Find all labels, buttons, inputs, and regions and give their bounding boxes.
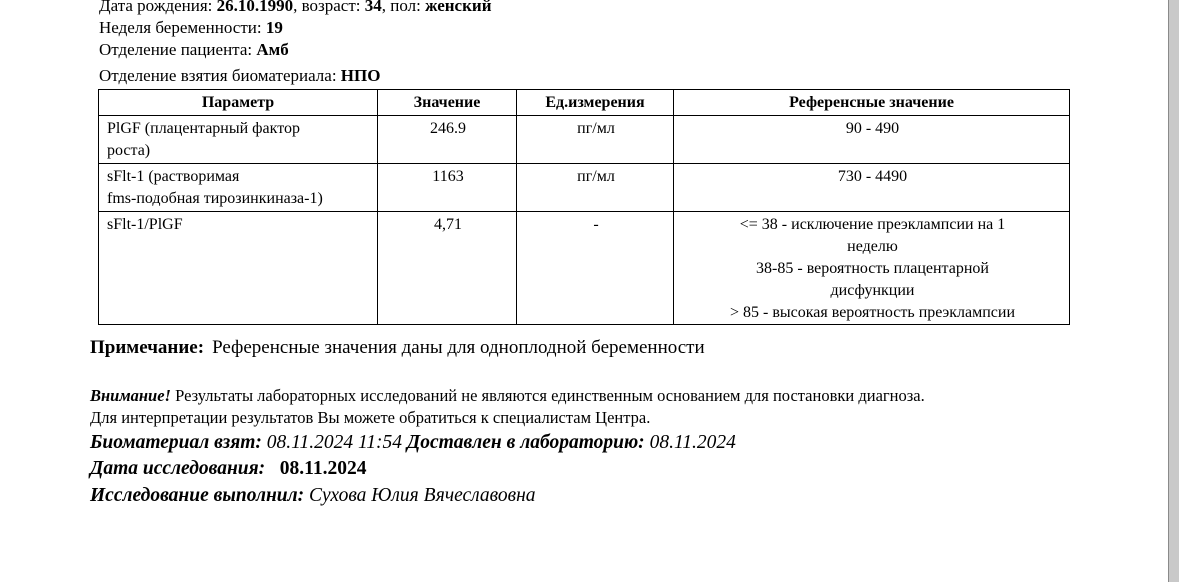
page-border <box>1169 0 1179 582</box>
ref-line: <= 38 - исключение преэклампсии на 1 <box>739 216 1006 233</box>
week-label: Неделя беременности: <box>99 18 266 37</box>
warning-block <box>90 385 925 429</box>
week-value: 19 <box>265 18 283 37</box>
bio-dept-label: Отделение взятия биоматериала: <box>99 66 341 85</box>
delivered-value: 08.11.2024 <box>644 432 736 453</box>
warning-label: Внимание! <box>90 386 171 405</box>
taken-value: 08.11.2024 11:54 <box>261 432 407 453</box>
param-line: роста) <box>107 142 151 159</box>
param-cell <box>99 212 378 325</box>
sex-value: женский <box>425 0 492 15</box>
unit-cell: пг/мл <box>517 116 674 164</box>
ref-cell <box>674 212 1070 325</box>
ref-line: 730 - 4490 <box>837 168 908 185</box>
sex-label: , пол: <box>381 0 426 15</box>
study-date-label: Дата исследования: <box>90 458 266 479</box>
patient-birth-line <box>99 0 491 16</box>
note-line <box>90 336 705 360</box>
birth-label: Дата рождения: <box>99 0 217 15</box>
ref-cell <box>674 116 1070 164</box>
value-cell: 1163 <box>378 164 517 212</box>
biomaterial-department-line <box>99 66 380 86</box>
warning-text-2: Для интерпретации результатов Вы можете обратиться к специалистам Центра. <box>90 408 651 427</box>
ref-line: неделю <box>847 238 898 255</box>
param-line: fms-подобная тирозинкиназа-1) <box>107 190 323 207</box>
delivered-label: Доставлен в лабораторию: <box>406 432 645 453</box>
performed-by-line <box>90 483 536 509</box>
taken-label: Биоматериал взят: <box>90 432 262 453</box>
param-line: sFlt-1 (растворимая <box>107 168 240 185</box>
value-cell: 4,71 <box>378 212 517 325</box>
age-label: , возраст: <box>293 0 365 15</box>
value-cell: 246.9 <box>378 116 517 164</box>
note-label: Примечание: <box>90 337 205 358</box>
ref-line: 38-85 - вероятность плацентарной <box>756 260 989 277</box>
pregnancy-week-line <box>99 18 283 38</box>
biomaterial-taken-line <box>90 430 736 456</box>
warning-text-1: Результаты лабораторных исследований не являются единственным основанием для постановки диагноза. <box>170 386 925 405</box>
table-row <box>99 212 1070 325</box>
study-date-value: 08.11.2024 <box>279 458 367 479</box>
dept-value: Амб <box>256 40 289 59</box>
param-cell <box>99 164 378 212</box>
table-row <box>99 164 1070 212</box>
patient-department-line <box>99 40 289 60</box>
ref-line: > 85 - высокая вероятность преэклампсии <box>729 304 1015 321</box>
dept-label: Отделение пациента: <box>99 40 257 59</box>
table-header-row <box>99 90 1070 116</box>
table-row <box>99 116 1070 164</box>
performed-value: Сухова Юлия Вячеславовна <box>304 485 536 506</box>
birth-value: 26.10.1990 <box>216 0 294 15</box>
header-unit: Ед.измерения <box>517 90 674 116</box>
param-line: PlGF (плацентарный фактор <box>107 120 300 137</box>
performed-label: Исследование выполнил: <box>90 485 305 506</box>
note-text: Референсные значения даны для одноплодной беременности <box>212 337 705 358</box>
ref-line: дисфункции <box>830 282 915 299</box>
ref-cell <box>674 164 1070 212</box>
header-parameter: Параметр <box>99 90 378 116</box>
ref-line: 90 - 490 <box>845 120 900 137</box>
age-value: 34 <box>364 0 382 15</box>
unit-cell: пг/мл <box>517 164 674 212</box>
bio-dept-value: НПО <box>340 66 381 85</box>
study-date-line <box>90 456 366 482</box>
header-reference: Референсные значение <box>674 90 1070 116</box>
header-value: Значение <box>378 90 517 116</box>
param-line: sFlt-1/PlGF <box>107 216 183 233</box>
warning-line-1 <box>90 385 925 407</box>
results-table <box>98 89 1070 325</box>
unit-cell: - <box>517 212 674 325</box>
param-cell <box>99 116 378 164</box>
